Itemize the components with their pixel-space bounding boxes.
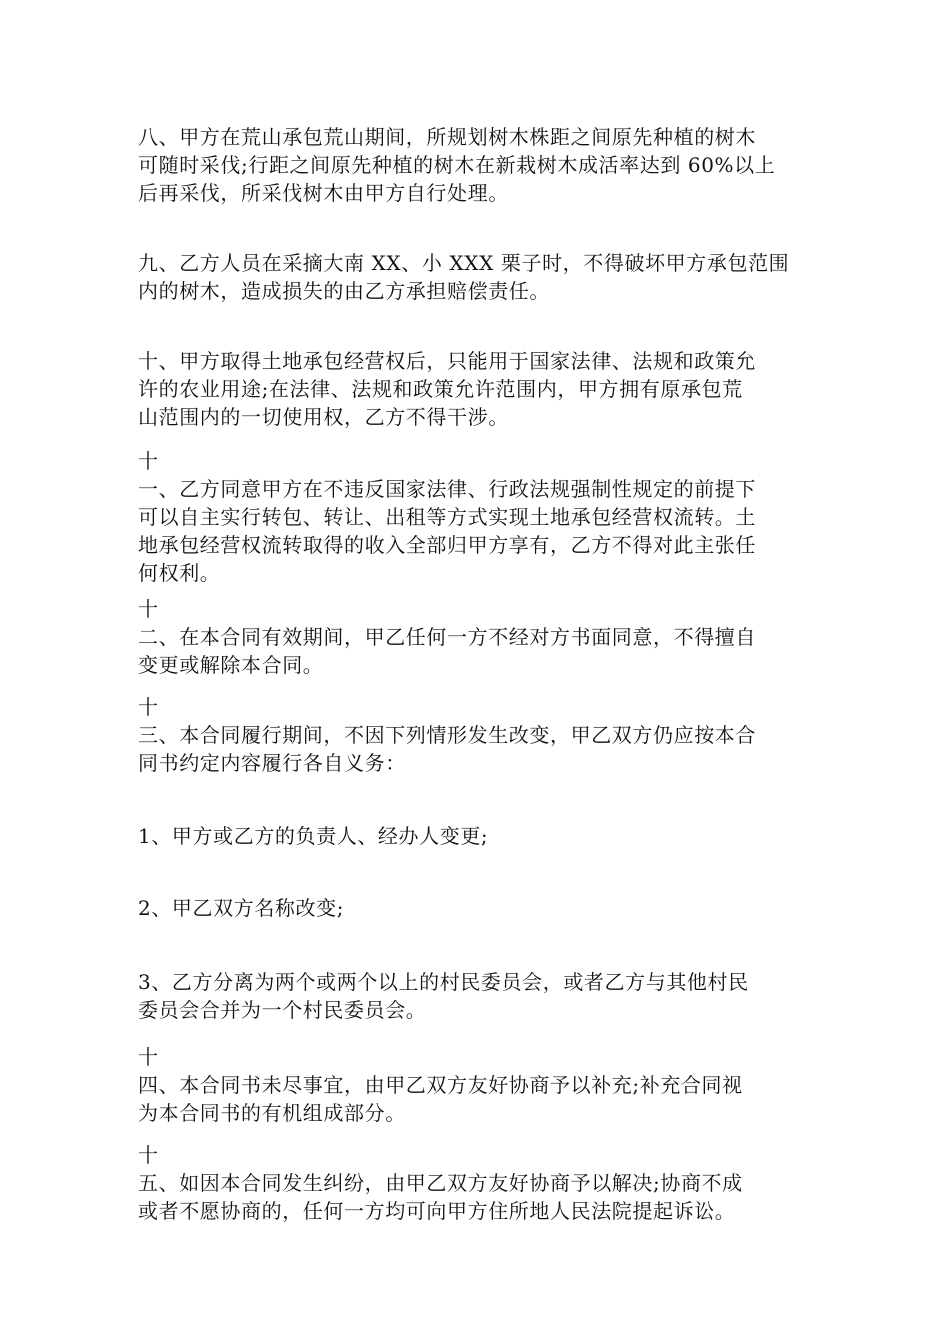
text-line: 1、甲方或乙方的负责人、经办人变更; (138, 824, 489, 848)
text-line: 山范围内的一切使用权，乙方不得干涉。 (138, 405, 509, 429)
text-line: 或者不愿协商的，任何一方均可向甲方住所地人民法院提起诉讼。 (138, 1199, 736, 1223)
text-line: 地承包经营权流转取得的收入全部归甲方享有，乙方不得对此主张任 (138, 533, 756, 557)
text-line: 内的树木，造成损失的由乙方承担赔偿责任。 (138, 279, 550, 303)
text-line: 十 (138, 449, 159, 473)
clause-15 (138, 1141, 818, 1225)
clause-12 (138, 595, 818, 679)
text-line: 九、乙方人员在采摘大南 XX、小 XXX 栗子时，不得破坏甲方承包范围 (138, 251, 790, 275)
text-line: 十 (138, 1045, 159, 1069)
text-line: 2、甲乙双方名称改变; (138, 896, 345, 920)
clause-9 (138, 249, 818, 305)
text-line: 可以自主实行转包、转让、出租等方式实现土地承包经营权流转。土 (138, 505, 756, 529)
text-line: 十 (138, 695, 159, 719)
text-line: 许的农业用途;在法律、法规和政策允许范围内，甲方拥有原承包荒 (138, 377, 743, 401)
text-line: 何权利。 (138, 561, 221, 585)
clause-13 (138, 693, 818, 777)
text-line: 同书约定内容履行各自义务： (138, 751, 406, 775)
text-line: 五、如因本合同发生纠纷，由甲乙双方友好协商予以解决;协商不成 (138, 1171, 743, 1195)
text-line: 十 (138, 597, 159, 621)
text-line: 八、甲方在荒山承包荒山期间，所规划树木株距之间原先种植的树木 (138, 125, 756, 149)
list-item-2 (138, 894, 818, 922)
text-line: 变更或解除本合同。 (138, 653, 324, 677)
clause-11 (138, 447, 818, 587)
text-line: 三、本合同履行期间，不因下列情形发生改变，甲乙双方仍应按本合 (138, 723, 756, 747)
text-line: 二、在本合同有效期间，甲乙任何一方不经对方书面同意，不得擅自 (138, 625, 756, 649)
clause-14 (138, 1043, 818, 1127)
text-line: 委员会合并为一个村民委员会。 (138, 998, 427, 1022)
text-line: 为本合同书的有机组成部分。 (138, 1101, 406, 1125)
text-line: 后再采伐，所采伐树木由甲方自行处理。 (138, 181, 509, 205)
text-line: 3、乙方分离为两个或两个以上的村民委员会，或者乙方与其他村民 (138, 970, 749, 994)
list-item-3 (138, 968, 818, 1024)
text-line: 十、甲方取得土地承包经营权后，只能用于国家法律、法规和政策允 (138, 349, 756, 373)
text-line: 一、乙方同意甲方在不违反国家法律、行政法规强制性规定的前提下 (138, 477, 756, 501)
list-item-1 (138, 822, 818, 850)
text-line: 四、本合同书未尽事宜，由甲乙双方友好协商予以补充;补充合同视 (138, 1073, 743, 1097)
clause-8 (138, 123, 818, 207)
text-line: 可随时采伐;行距之间原先种植的树木在新栽树木成活率达到 60%以上 (138, 153, 776, 177)
text-line: 十 (138, 1143, 159, 1167)
clause-10 (138, 347, 818, 431)
